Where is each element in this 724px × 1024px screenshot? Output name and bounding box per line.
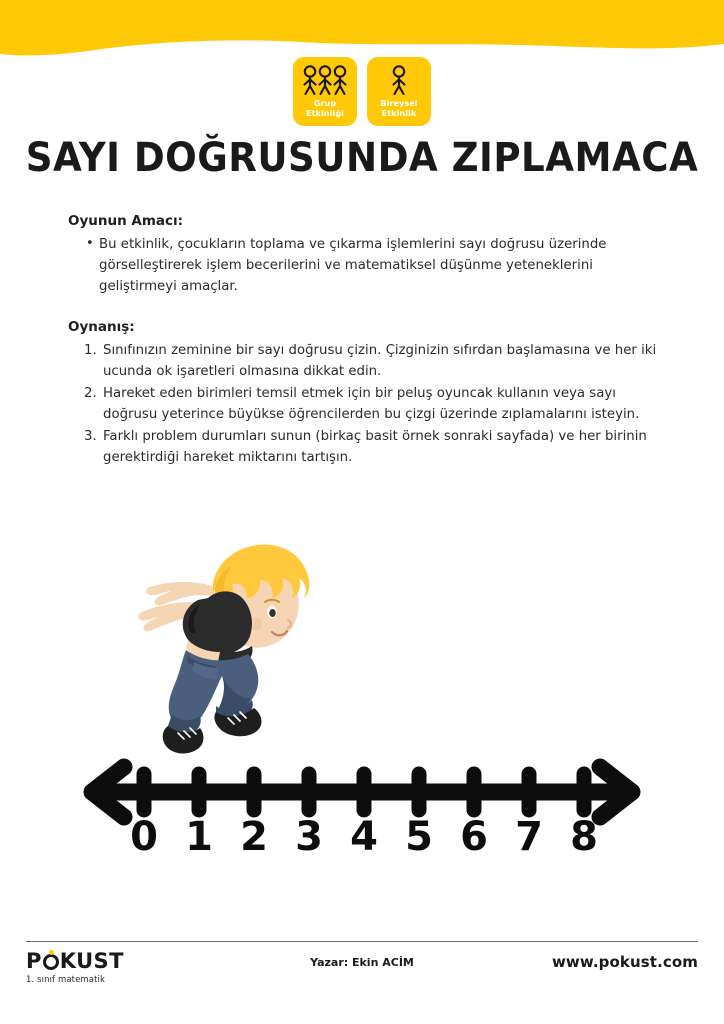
number-line-label: 1	[185, 814, 213, 857]
footer-author: Yazar: Ekin ACİM	[310, 956, 414, 969]
section-howtoplay	[68, 318, 658, 468]
number-line-diagram	[62, 752, 662, 857]
number-line-labels	[130, 814, 598, 857]
top-yellow-banner	[0, 0, 724, 62]
number-line-label: 0	[130, 814, 158, 857]
badge-group-label	[306, 99, 344, 119]
single-stick-figure-icon	[388, 64, 410, 96]
logo-text-after: KUST	[59, 949, 124, 973]
three-stick-figures-svg	[301, 64, 349, 96]
number-line-label: 7	[515, 814, 543, 857]
number-line-label: 8	[570, 814, 598, 857]
activity-badges	[0, 57, 724, 126]
page-footer	[26, 950, 698, 1000]
section-spacer	[68, 298, 658, 318]
badge-group-line2: Etkinliği	[306, 109, 344, 118]
badge-group-activity[interactable]	[293, 57, 357, 126]
list-item: Hareket eden birimleri temsil etmek için bir peluş oyuncak kullanın veya sayı doğrusu yeterince büyükse öğrencilerden bu çizgi üzerinde zıplamalarını isteyin.	[103, 386, 640, 422]
howtoplay-list	[68, 340, 658, 468]
section-purpose	[68, 212, 658, 297]
number-line-label: 4	[350, 814, 378, 857]
banner-wave-shape	[0, 0, 724, 62]
purpose-list	[68, 234, 658, 297]
list-item: Farklı problem durumları sunun (birkaç basit örnek sonraki sayfada) ve her birinin gerektirdiği hareket miktarını tartışın.	[103, 429, 647, 465]
badge-individual-line2: Etkinlik	[381, 109, 417, 118]
number-line-label: 3	[295, 814, 323, 857]
badge-individual-label	[380, 99, 417, 119]
jumping-boy-svg	[112, 528, 322, 763]
footer-website-url[interactable]: www.pokust.com	[551, 953, 698, 971]
number-line-label: 6	[460, 814, 488, 857]
section-purpose-heading: Oyunun Amacı:	[68, 213, 184, 229]
section-howtoplay-heading: Oynanış:	[68, 319, 135, 335]
badge-individual-activity[interactable]	[367, 57, 431, 126]
logo-text-before: P	[26, 949, 42, 973]
three-stick-figures-icon	[301, 64, 349, 96]
logo-subtitle: 1. sınıf matematik	[26, 975, 106, 985]
number-line-svg	[62, 752, 662, 857]
number-line-label: 5	[405, 814, 433, 857]
list-item: Sınıfınızın zeminine bir sayı doğrusu çizin. Çizginizin sıfırdan başlamasına ve her iki ucunda ok işaretleri olmasına dikkat edin.	[103, 343, 657, 379]
badge-individual-line1: Bireysel	[380, 99, 418, 108]
worksheet-content	[68, 212, 658, 469]
number-line-label: 2	[240, 814, 268, 857]
footer-divider	[26, 941, 698, 942]
badge-group-line1: Grup	[313, 99, 337, 108]
jumping-boy-illustration	[112, 528, 322, 763]
page-title: SAYI DOĞRUSUNDA ZIPLAMACA	[25, 135, 699, 181]
list-item: • Bu etkinlik, çocukların toplama ve çıkarma işlemlerini sayı doğrusu üzerinde görselleştirerek işlem becerilerini ve matematiksel düşünme yeteneklerini geliştirmeyi amaçlar.	[84, 234, 658, 297]
single-stick-figure-svg	[388, 64, 410, 96]
